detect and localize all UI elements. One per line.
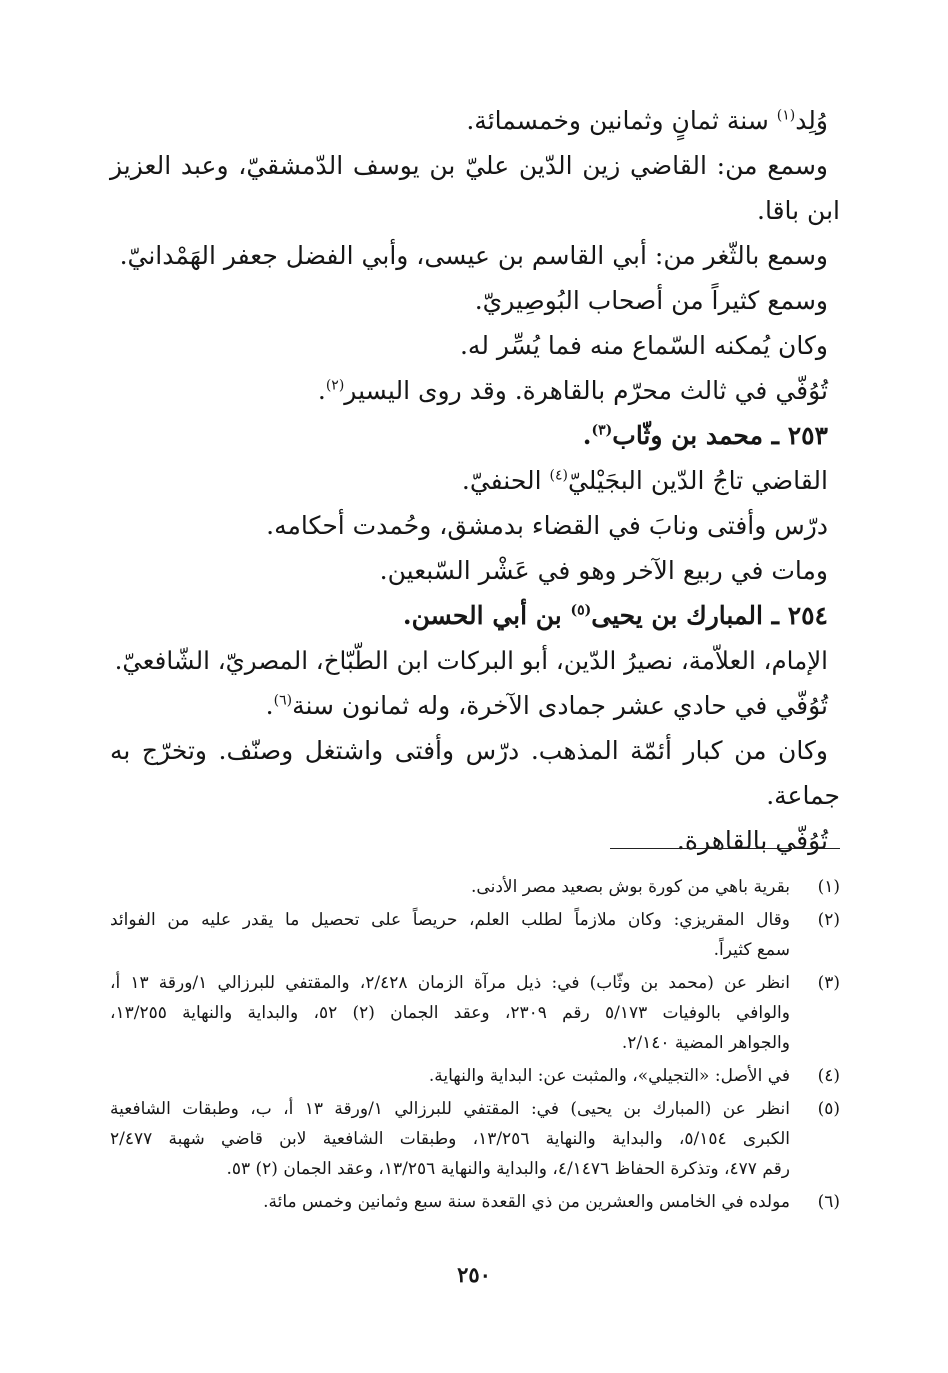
text-line: القاضي تاجُ الدّين البجَيْليّ$^{(٤)}$ الحنفيّ. (461, 466, 828, 495)
footnote-ref[interactable]: (١) (776, 107, 796, 124)
footnote-number: (٣) (817, 973, 840, 993)
footnote-line: وقال المقريزي: وكان ملازماً لطلب العلم، حريصاً على تحصيل ما يقدر عليه من الفوائد (110, 910, 790, 930)
footnote-line: انظر عن (محمد بن وثّاب) في: ذيل مرآة الزمان ٢/٤٢٨، والمقتفي للبرزالي ١/ورقة ١٣ أ، (110, 973, 790, 993)
text-line: وكان من كبار أئمّة المذهب. درّس وأفتى واشتغل وصنّف. وتخرّج به (110, 736, 828, 765)
footnote-line: والجواهر المضية ٢/١٤٠. (621, 1033, 790, 1053)
footnote-divider (610, 848, 840, 849)
footnote-number: (٦) (817, 1192, 840, 1212)
text-line: وسمع من: القاضي زين الدّين عليّ بن يوسف الدّمشقيّ، وعبد العزيز (110, 151, 828, 180)
footnote-line: بقرية باهي من كورة بوش بصعيد مصر الأدنى. (471, 877, 790, 897)
text-line: ومات في ربيع الآخر وهو في عَشْر السّبعين. (379, 556, 828, 585)
text-line: وسمع بالثّغر من: أبي القاسم بن عيسى، وأبي الفضل جعفر الهَمْدانيّ. (119, 241, 828, 270)
footnote-line: سمع كثيراً. (713, 940, 790, 960)
footnote-2 (110, 905, 840, 965)
entry-heading-253: ٢٥٣ ـ محمد بن وثّاب$^{(٣)}$. (582, 421, 828, 450)
text-line: تُوُفّي في حادي عشر جمادى الآخرة، وله ثمانون سنة$^{(٦)}$. (265, 691, 828, 720)
text-line: وكان يُمكنه السّماع منه فما يُسِّر له. (459, 331, 828, 360)
footnote-number: (٥) (817, 1099, 840, 1119)
page-number: ٢٥٠ (457, 1262, 491, 1287)
text-line: وسمع كثيراً من أصحاب البُوصِيريّ. (474, 286, 828, 315)
footnote-line: في الأصل: «التجيلي»، والمثبت عن: البداية والنهاية. (428, 1066, 790, 1086)
footnote-5 (110, 1094, 840, 1184)
footnote-line: مولده في الخامس والعشرين من ذي القعدة سنة سبع وثمانين وخمس مائة. (263, 1192, 790, 1212)
footnote-4 (110, 1061, 840, 1091)
text-line: درّس وأفتى ونابَ في القضاء بدمشق، وحُمدت أحكامه. (266, 511, 828, 540)
footnote-line: رقم ٤٧٧، وتذكرة الحفاظ ٤/١٤٧٦، والبداية والنهاية ١٣/٢٥٦، وعقد الجمان (٢) ٥٣. (226, 1159, 790, 1179)
footnote-ref[interactable]: (٤) (549, 467, 568, 484)
footnote-ref[interactable]: (٣) (591, 422, 613, 439)
text-line: تُوُفّي بالقاهرة. (676, 826, 828, 855)
text-line: ابن باقا. (757, 196, 840, 225)
footnote-ref[interactable]: (٦) (273, 692, 293, 709)
footnote-number: (٢) (817, 910, 840, 930)
footnote-number: (١) (817, 877, 840, 897)
main-text (110, 98, 840, 863)
footnote-number: (٤) (817, 1066, 840, 1086)
text-line: وُلِد$^{(١)}$ سنة ثمانٍ وثمانين وخمسمائة. (466, 106, 828, 135)
footnote-line: انظر عن (المبارك بن يحيى) في: المقتفي للبرزالي ١/ورقة ١٣ أ، ب، وطبقات الشافعية (110, 1099, 790, 1119)
text-line: الإمام، العلاّمة، نصيرُ الدّين، أبو البركات ابن الطّبّاخ، المصريّ، الشّافعيّ. (114, 646, 828, 675)
footnote-6 (110, 1187, 840, 1217)
footnote-ref[interactable]: (٥) (570, 602, 592, 619)
text-line: جماعة. (766, 781, 840, 810)
footnote-line: والوافي بالوفيات ٥/١٧٣ رقم ٢٣٠٩، وعقد الجمان (٢) ٥٢، والبداية والنهاية ١٣/٢٥٥، (110, 1003, 790, 1023)
footnote-1 (110, 872, 840, 902)
entry-heading-254: ٢٥٤ ـ المبارك بن يحيى$^{(٥)}$ بن أبي الحسن. (402, 601, 828, 630)
footnotes (110, 872, 840, 1220)
footnote-line: الكبرى ٥/١٥٤، والبداية والنهاية ١٣/٢٥٦، وطبقات الشافعية لابن قاضي شهبة ٢/٤٧٧ (110, 1129, 790, 1149)
text-line: تُوُفّي في ثالث محرّم بالقاهرة. وقد روى اليسير$^{(٢)}$. (317, 376, 828, 405)
footnote-3 (110, 968, 840, 1058)
footnote-ref[interactable]: (٢) (325, 377, 345, 394)
